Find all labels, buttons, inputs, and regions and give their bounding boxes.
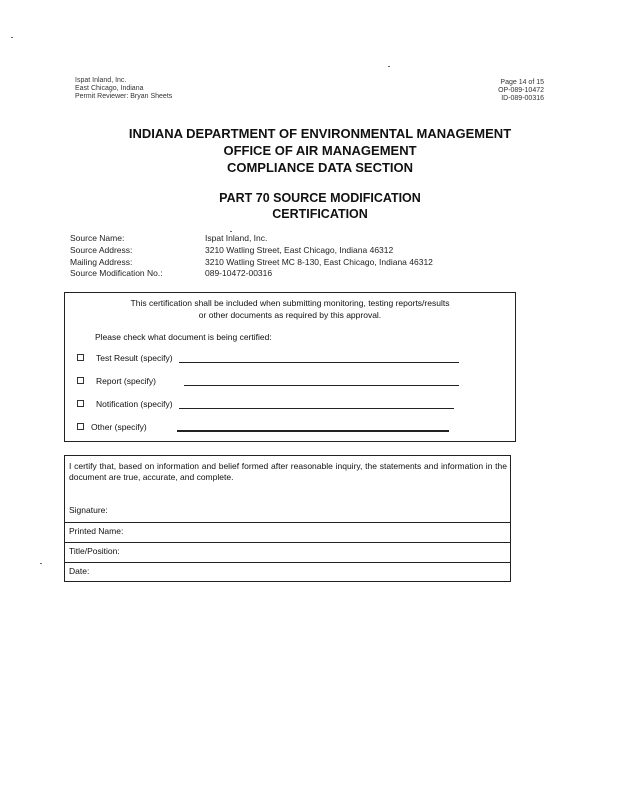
other-checkbox[interactable] [77, 423, 84, 430]
section-name: COMPLIANCE DATA SECTION [226, 160, 414, 175]
title-position-field[interactable] [65, 542, 510, 560]
option-other[interactable] [77, 421, 449, 432]
document-type-box [64, 292, 516, 442]
header-permit-number: OP-089-10472 [498, 87, 544, 94]
header-page-number: Page 14 of 15 [500, 79, 544, 86]
report-label: Report (specify) [96, 376, 156, 386]
signature-field[interactable] [65, 502, 510, 520]
header-left [75, 77, 172, 101]
certification-box [64, 455, 511, 582]
certification-note-line1: This certification shall be included when submitting monitoring, testing reports/results [130, 298, 450, 308]
other-specify-line[interactable] [177, 421, 449, 432]
notification-specify-line[interactable] [179, 399, 454, 409]
source-name-label: Source Name: [70, 233, 125, 243]
date-label: Date: [69, 566, 90, 576]
source-name-value: Ispat Inland, Inc. [205, 233, 268, 243]
modification-number-value: 089-10472-00316 [205, 268, 273, 278]
title-position-label: Title/Position: [69, 546, 120, 556]
notification-label: Notification (specify) [96, 399, 173, 409]
source-address-label: Source Address: [70, 245, 133, 255]
signature-label: Signature: [69, 505, 108, 515]
scan-speck [11, 37, 13, 38]
header-right [456, 79, 544, 103]
certification-note-line2: or other documents as required by this approval. [198, 310, 382, 320]
agency-title [60, 125, 580, 176]
certification-note [65, 297, 515, 321]
form-title-line2: CERTIFICATION [272, 207, 368, 221]
source-name-row [70, 233, 267, 244]
source-address-value: 3210 Watling Street, East Chicago, Indiana 46312 [205, 245, 394, 255]
other-label: Other (specify) [91, 422, 147, 432]
test-result-specify-line[interactable] [179, 353, 459, 363]
header-id-number: ID-089-00316 [501, 95, 544, 102]
date-field[interactable] [65, 562, 510, 580]
header-source-name: Ispat Inland, Inc. [75, 77, 127, 84]
modification-number-row [70, 268, 272, 279]
test-result-label: Test Result (specify) [96, 353, 173, 363]
report-checkbox[interactable] [77, 377, 84, 384]
report-specify-line[interactable] [184, 376, 459, 386]
scan-speck [40, 563, 42, 564]
office-name: OFFICE OF AIR MANAGEMENT [223, 143, 417, 158]
scan-speck [388, 66, 390, 67]
header-location: East Chicago, Indiana [75, 85, 144, 92]
test-result-checkbox[interactable] [77, 354, 84, 361]
mailing-address-value: 3210 Watling Street MC 8-130, East Chicago, Indiana 46312 [205, 257, 433, 267]
modification-number-label: Source Modification No.: [70, 268, 163, 278]
mailing-address-label: Mailing Address: [70, 257, 133, 267]
scan-speck [230, 231, 232, 232]
mailing-address-row [70, 257, 433, 268]
printed-name-label: Printed Name: [69, 526, 124, 536]
option-notification[interactable] [77, 399, 454, 409]
check-instruction: Please check what document is being certified: [95, 332, 272, 342]
option-test-result[interactable] [77, 353, 459, 363]
notification-checkbox[interactable] [77, 400, 84, 407]
source-address-row [70, 245, 393, 256]
certification-statement: I certify that, based on information and belief formed after reasonable inquiry, the statements and information in the document are true, accurate, and complete. [69, 461, 507, 482]
form-title [60, 190, 580, 222]
printed-name-field[interactable] [65, 522, 510, 540]
agency-name: INDIANA DEPARTMENT OF ENVIRONMENTAL MANAGEMENT [128, 126, 512, 141]
header-reviewer: Permit Reviewer: Bryan Sheets [75, 93, 173, 100]
form-title-line1: PART 70 SOURCE MODIFICATION [219, 191, 421, 205]
option-report[interactable] [77, 376, 459, 386]
